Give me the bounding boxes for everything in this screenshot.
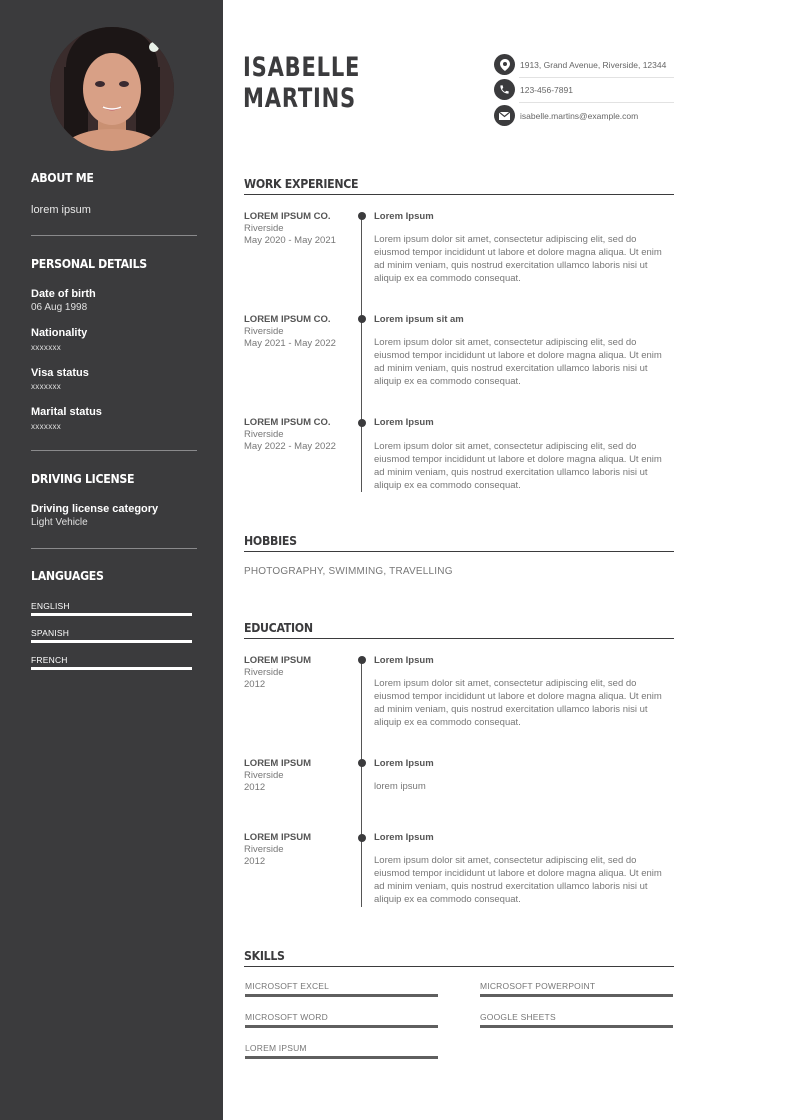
work-org: LOREM IPSUM CO. — [244, 211, 331, 222]
education-heading: EDUCATION — [244, 621, 313, 636]
language-label: SPANISH — [31, 628, 70, 638]
language-label: ENGLISH — [31, 601, 70, 611]
education-title: Lorem Ipsum — [374, 832, 434, 843]
work-location: Riverside — [244, 223, 284, 234]
skill-level-bar — [245, 994, 438, 997]
education-org: LOREM IPSUM — [244, 758, 312, 769]
skill-level-bar — [480, 994, 673, 997]
section-rule — [244, 194, 674, 195]
dob-value: 06 Aug 1998 — [31, 302, 88, 313]
section-rule — [244, 638, 674, 639]
timeline-dot — [358, 656, 366, 664]
languages-heading: LANGUAGES — [31, 569, 104, 584]
about-heading: ABOUT ME — [31, 171, 94, 186]
education-location: Riverside — [244, 667, 284, 678]
education-description: Lorem ipsum dolor sit amet, consectetur adipiscing elit, sed do eiusmod tempor incididunt ut labore et dolore magna aliqua. Ut enim ad minim veniam, quis nostrud exercitation ullamco laboris nisi ut aliquip ex ea commodo consequat. — [374, 855, 662, 905]
skill-label: LOREM IPSUM — [245, 1043, 307, 1053]
work-title: Lorem Ipsum — [374, 417, 434, 428]
profile-photo-icon — [50, 27, 174, 151]
driving-license-heading: DRIVING LICENSE — [31, 472, 135, 487]
timeline-dot — [358, 834, 366, 842]
timeline-dot — [358, 315, 366, 323]
last-name: MARTINS — [243, 83, 356, 114]
mail-icon — [494, 105, 515, 126]
work-dates: May 2020 - May 2021 — [244, 235, 336, 246]
education-dates: 2012 — [244, 679, 266, 690]
contact-email — [494, 103, 674, 128]
work-org: LOREM IPSUM CO. — [244, 417, 331, 428]
skill-label: MICROSOFT EXCEL — [245, 981, 330, 991]
education-title: Lorem Ipsum — [374, 758, 434, 769]
education-title: Lorem Ipsum — [374, 655, 434, 666]
phone-icon — [494, 79, 515, 100]
language-level-bar — [31, 667, 192, 670]
work-title: Lorem Ipsum — [374, 211, 434, 222]
work-org: LOREM IPSUM CO. — [244, 314, 331, 325]
marital-status-label: Marital status — [31, 406, 102, 418]
work-experience-heading: WORK EXPERIENCE — [244, 177, 359, 192]
work-description: Lorem ipsum dolor sit amet, consectetur adipiscing elit, sed do eiusmod tempor incididunt ut labore et dolore magna aliqua. Ut enim ad minim veniam, quis nostrud exercitation ullamco laboris nisi ut aliquip ex ea commodo consequat. — [374, 441, 662, 491]
skill-level-bar — [245, 1025, 438, 1028]
education-dates: 2012 — [244, 856, 266, 867]
location-icon — [494, 54, 515, 75]
contact-phone — [494, 77, 674, 102]
driving-category-value: Light Vehicle — [31, 517, 88, 528]
nationality-label: Nationality — [31, 327, 88, 339]
education-description: lorem ipsum — [374, 781, 426, 792]
visa-status-value: xxxxxxx — [31, 382, 62, 391]
language-level-bar — [31, 640, 192, 643]
work-title: Lorem ipsum sit am — [374, 314, 464, 325]
work-dates: May 2022 - May 2022 — [244, 441, 336, 452]
phone-text[interactable]: 123-456-7891 — [520, 84, 573, 95]
avatar — [50, 27, 174, 151]
dob-label: Date of birth — [31, 288, 96, 300]
language-label: FRENCH — [31, 655, 68, 665]
work-location: Riverside — [244, 429, 284, 440]
education-org: LOREM IPSUM — [244, 655, 312, 666]
education-location: Riverside — [244, 844, 284, 855]
education-location: Riverside — [244, 770, 284, 781]
contact-address — [494, 52, 674, 77]
address-text: 1913, Grand Avenue, Riverside, 12344 — [520, 59, 667, 70]
education-dates: 2012 — [244, 782, 266, 793]
skill-label: MICROSOFT WORD — [245, 1012, 328, 1022]
hobbies-text: PHOTOGRAPHY, SWIMMING, TRAVELLING — [244, 566, 453, 577]
work-description: Lorem ipsum dolor sit amet, consectetur adipiscing elit, sed do eiusmod tempor incididunt ut labore et dolore magna aliqua. Ut enim ad minim veniam, quis nostrud exercitation ullamco laboris nisi ut aliquip ex ea commodo consequat. — [374, 337, 662, 387]
first-name: ISABELLE — [243, 52, 361, 83]
divider — [31, 235, 197, 236]
language-level-bar — [31, 613, 192, 616]
candidate-name — [243, 52, 360, 114]
work-description: Lorem ipsum dolor sit amet, consectetur adipiscing elit, sed do eiusmod tempor incididunt ut labore et dolore magna aliqua. Ut enim ad minim veniam, quis nostrud exercitation ullamco laboris nisi ut aliquip ex ea commodo consequat. — [374, 234, 662, 284]
work-location: Riverside — [244, 326, 284, 337]
email-text[interactable]: isabelle.martins@example.com — [520, 110, 639, 121]
skill-level-bar — [480, 1025, 673, 1028]
sidebar — [0, 0, 223, 1120]
work-dates: May 2021 - May 2022 — [244, 338, 336, 349]
divider — [31, 548, 197, 549]
timeline-line — [361, 216, 362, 492]
education-description: Lorem ipsum dolor sit amet, consectetur adipiscing elit, sed do eiusmod tempor incididunt ut labore et dolore magna aliqua. Ut enim ad minim veniam, quis nostrud exercitation ullamco laboris nisi ut aliquip ex ea commodo consequat. — [374, 678, 662, 728]
timeline-dot — [358, 419, 366, 427]
personal-details-heading: PERSONAL DETAILS — [31, 257, 147, 272]
section-rule — [244, 551, 674, 552]
divider — [31, 450, 197, 451]
visa-status-label: Visa status — [31, 367, 89, 379]
education-org: LOREM IPSUM — [244, 832, 312, 843]
skill-label: GOOGLE SHEETS — [480, 1012, 556, 1022]
nationality-value: xxxxxxx — [31, 343, 62, 352]
driving-category-label: Driving license category — [31, 503, 159, 515]
skill-label: MICROSOFT POWERPOINT — [480, 981, 596, 991]
skill-level-bar — [245, 1056, 438, 1059]
about-text: lorem ipsum — [31, 204, 91, 216]
section-rule — [244, 966, 674, 967]
marital-status-value: xxxxxxx — [31, 422, 62, 431]
skills-heading: SKILLS — [244, 949, 285, 964]
hobbies-heading: HOBBIES — [244, 534, 297, 549]
timeline-dot — [358, 759, 366, 767]
timeline-dot — [358, 212, 366, 220]
timeline-line — [361, 660, 362, 907]
